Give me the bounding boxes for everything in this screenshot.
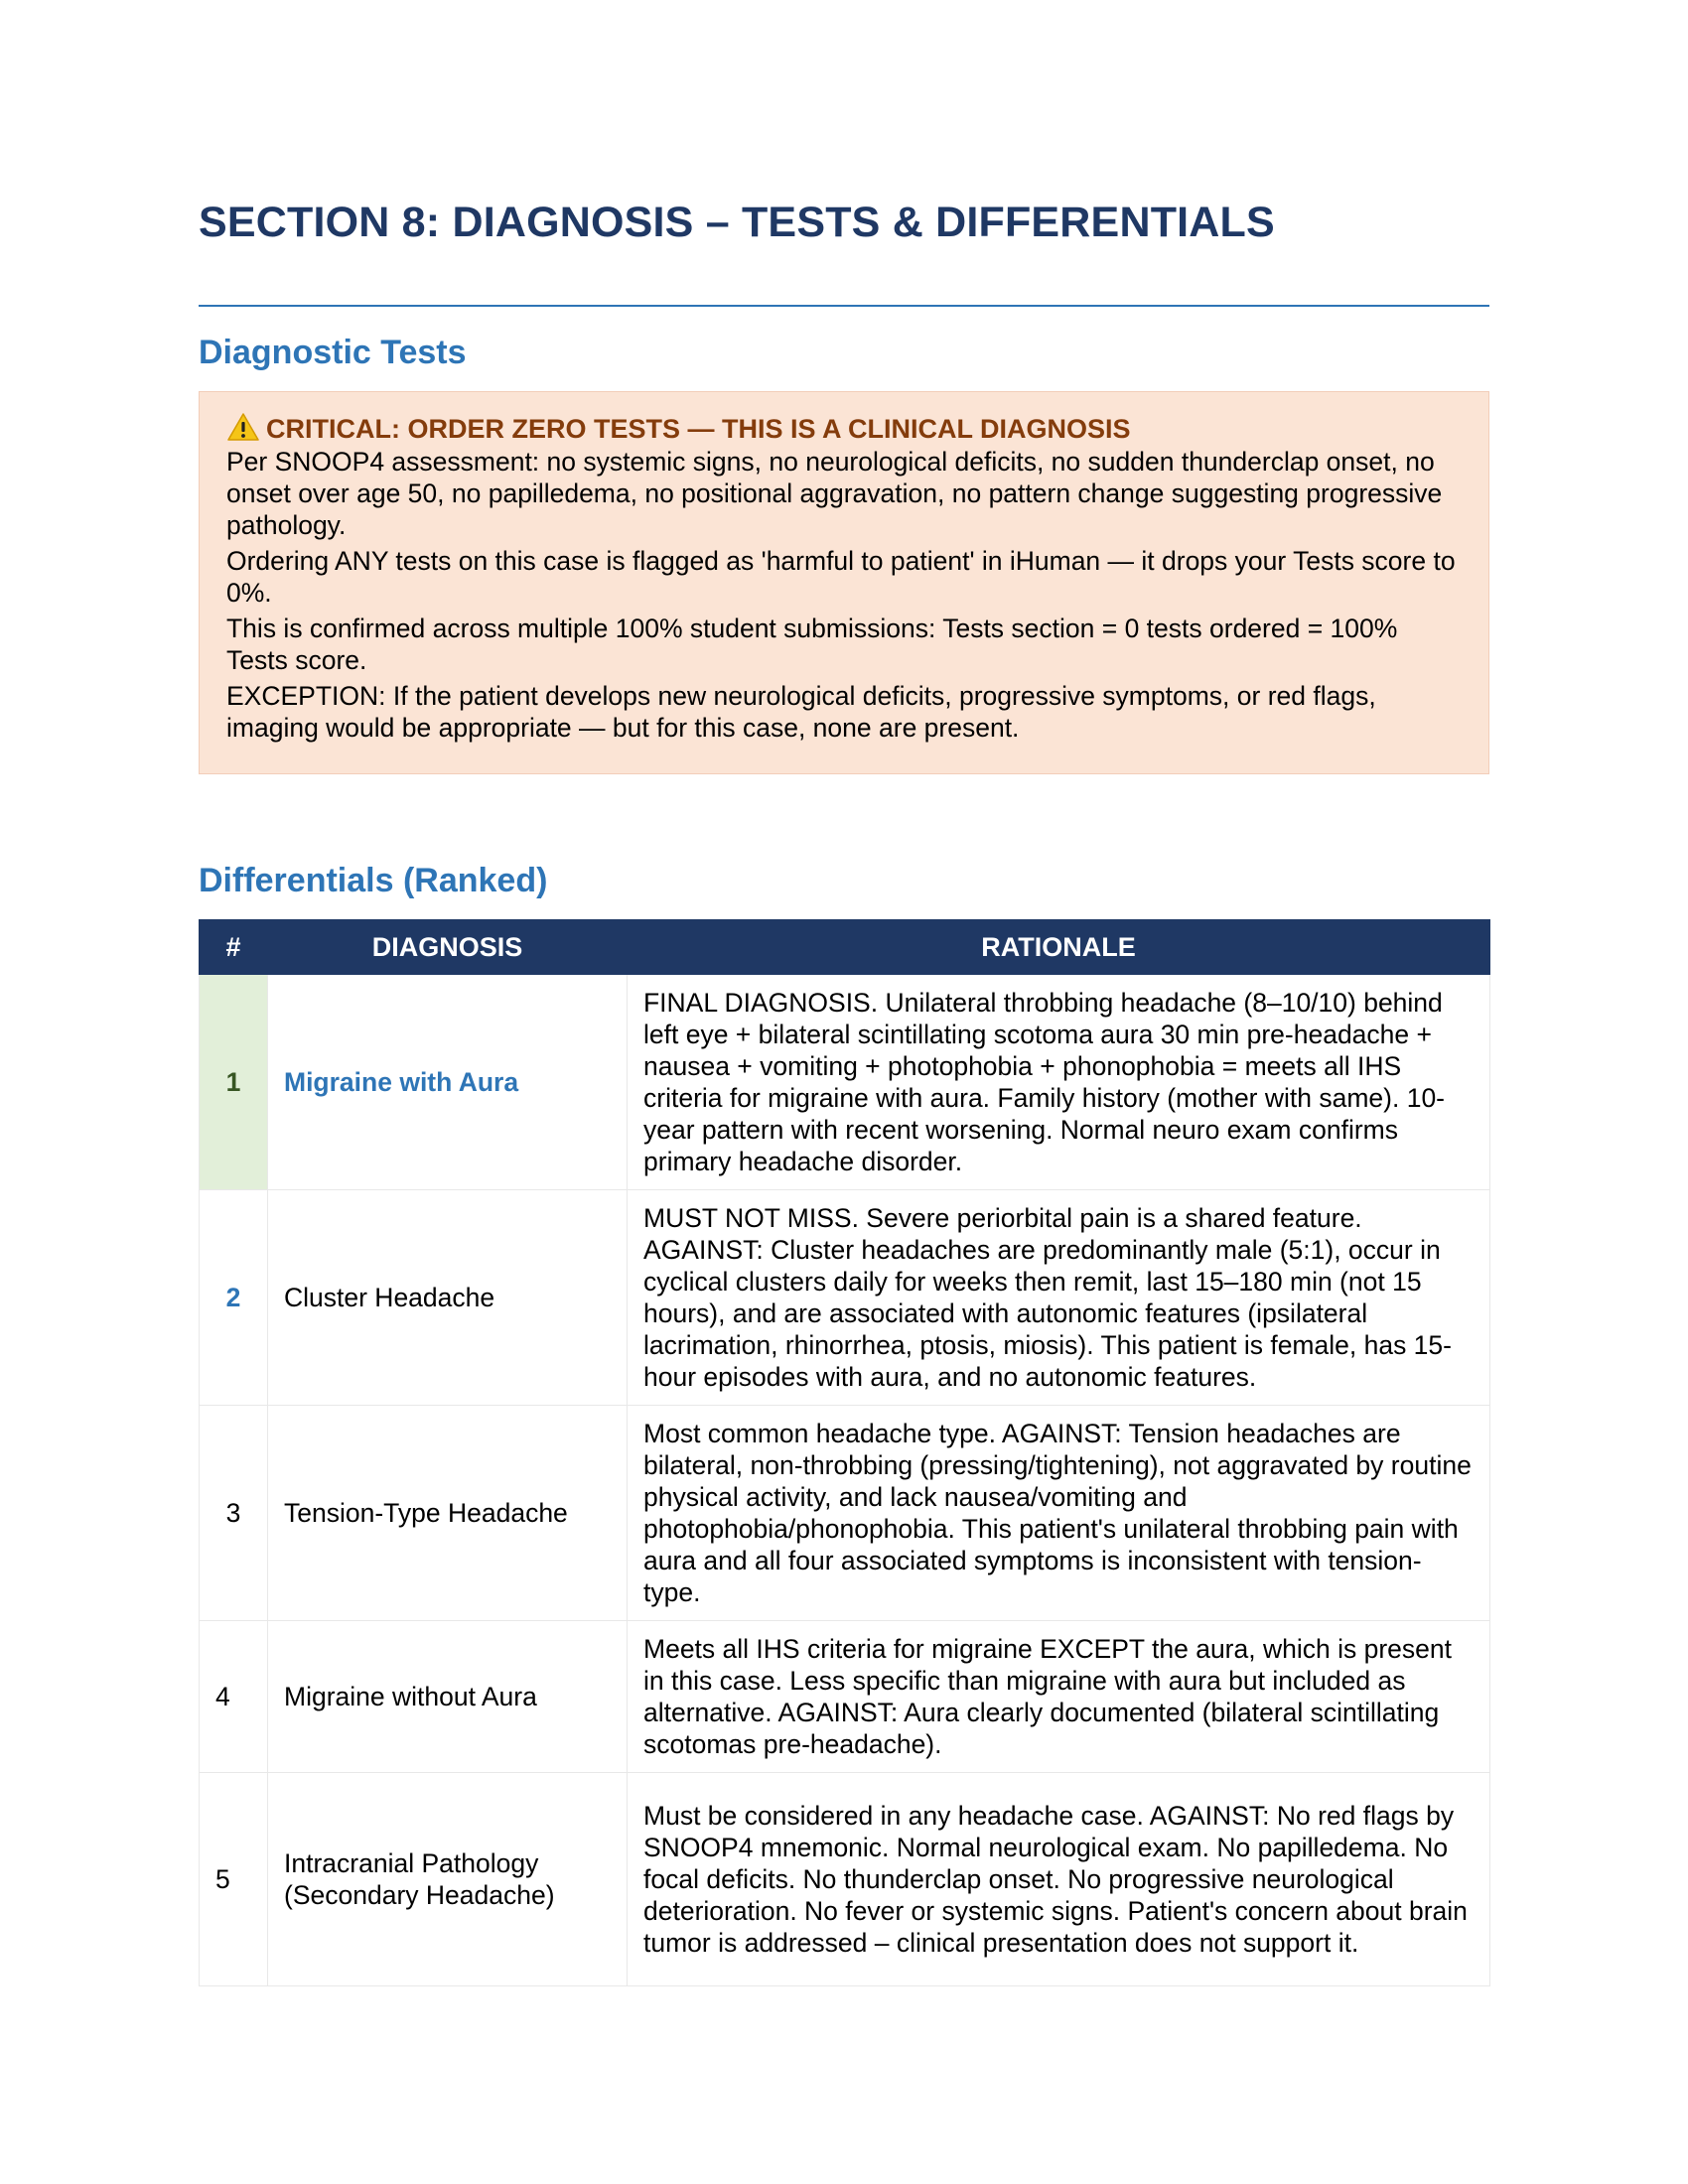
rank-cell: 5 bbox=[200, 1773, 268, 1986]
rank-cell: 2 bbox=[200, 1190, 268, 1406]
warning-icon bbox=[226, 412, 260, 442]
differentials-table bbox=[199, 919, 1490, 1986]
table-row bbox=[200, 1190, 1490, 1406]
callout-title-line bbox=[226, 412, 1463, 446]
rationale-cell: Most common headache type. AGAINST: Tension headaches are bilateral, non-throbbing (pressing/tightening), not aggravated by routine physical activity, and lack nausea/vomiting and photophobia/phonophobia. This patient's unilateral throbbing pain with aura and all four associated symptoms is inconsistent with tension-type. bbox=[628, 1406, 1490, 1621]
diagnosis-cell: Cluster Headache bbox=[268, 1190, 628, 1406]
diagnosis-cell: Migraine with Aura bbox=[268, 975, 628, 1190]
callout-paragraph: This is confirmed across multiple 100% student submissions: Tests section = 0 tests ordered = 100% Tests score. bbox=[226, 614, 1398, 675]
column-header-rationale: RATIONALE bbox=[628, 920, 1490, 975]
callout-paragraph: Per SNOOP4 assessment: no systemic signs, no neurological deficits, no sudden thunderclap onset, no onset over age 50, no papilledema, no positional aggravation, no pattern change suggesting progressive pathology. bbox=[226, 447, 1443, 540]
diagnosis-cell: Tension-Type Headache bbox=[268, 1406, 628, 1621]
callout-paragraph: EXCEPTION: If the patient develops new neurological deficits, progressive symptoms, or red flags, imaging would be appropriate — but for this case, none are present. bbox=[226, 681, 1376, 743]
table-row bbox=[200, 1621, 1490, 1773]
rank-cell: 3 bbox=[200, 1406, 268, 1621]
table-row bbox=[200, 1406, 1490, 1621]
page-title: SECTION 8: DIAGNOSIS – TESTS & DIFFERENTIALS bbox=[199, 199, 1275, 246]
rationale-cell: Must be considered in any headache case. AGAINST: No red flags by SNOOP4 mnemonic. Normal neurological exam. No papilledema. No focal deficits. No thunderclap onset. No progressive neurological deterioration. No fever or systemic signs. Patient's concern about brain tumor is addressed – clinical presentation does not support it. bbox=[628, 1773, 1490, 1986]
table-row bbox=[200, 975, 1490, 1190]
rank-cell: 4 bbox=[200, 1621, 268, 1773]
rationale-cell: Meets all IHS criteria for migraine EXCEPT the aura, which is present in this case. Less specific than migraine with aura but included as alternative. AGAINST: Aura clearly documented (bilateral scintillating scotomas pre-headache). bbox=[628, 1621, 1490, 1773]
title-divider bbox=[199, 305, 1489, 307]
diagnosis-cell: Intracranial Pathology (Secondary Headache) bbox=[268, 1773, 628, 1986]
rank-cell: 1 bbox=[200, 975, 268, 1190]
critical-callout bbox=[199, 391, 1489, 774]
table-header-row bbox=[200, 920, 1490, 975]
callout-paragraph: Ordering ANY tests on this case is flagged as 'harmful to patient' in iHuman — it drops your Tests score to 0%. bbox=[226, 546, 1456, 608]
rationale-cell: FINAL DIAGNOSIS. Unilateral throbbing headache (8–10/10) behind left eye + bilateral scintillating scotoma aura 30 min pre-headache + nausea + vomiting + photophobia + phonophobia = meets all IHS criteria for migraine with aura. Family history (mother with same). 10-year pattern with recent worsening. Normal neuro exam confirms primary headache disorder. bbox=[628, 975, 1490, 1190]
callout-title: CRITICAL: ORDER ZERO TESTS — THIS IS A CLINICAL DIAGNOSIS bbox=[266, 414, 1131, 444]
differentials-heading: Differentials (Ranked) bbox=[199, 862, 548, 899]
column-header-diagnosis: DIAGNOSIS bbox=[268, 920, 628, 975]
table-row bbox=[200, 1773, 1490, 1986]
diagnosis-cell: Migraine without Aura bbox=[268, 1621, 628, 1773]
diagnostic-tests-heading: Diagnostic Tests bbox=[199, 334, 467, 371]
rationale-cell: MUST NOT MISS. Severe periorbital pain is a shared feature. AGAINST: Cluster headaches are predominantly male (5:1), occur in cyclical clusters daily for weeks then remit, last 15–180 min (not 15 hours), and are associated with autonomic features (ipsilateral lacrimation, rhinorrhea, ptosis, miosis). This patient is female, has 15-hour episodes with aura, and no autonomic features. bbox=[628, 1190, 1490, 1406]
column-header-rank: # bbox=[200, 920, 268, 975]
